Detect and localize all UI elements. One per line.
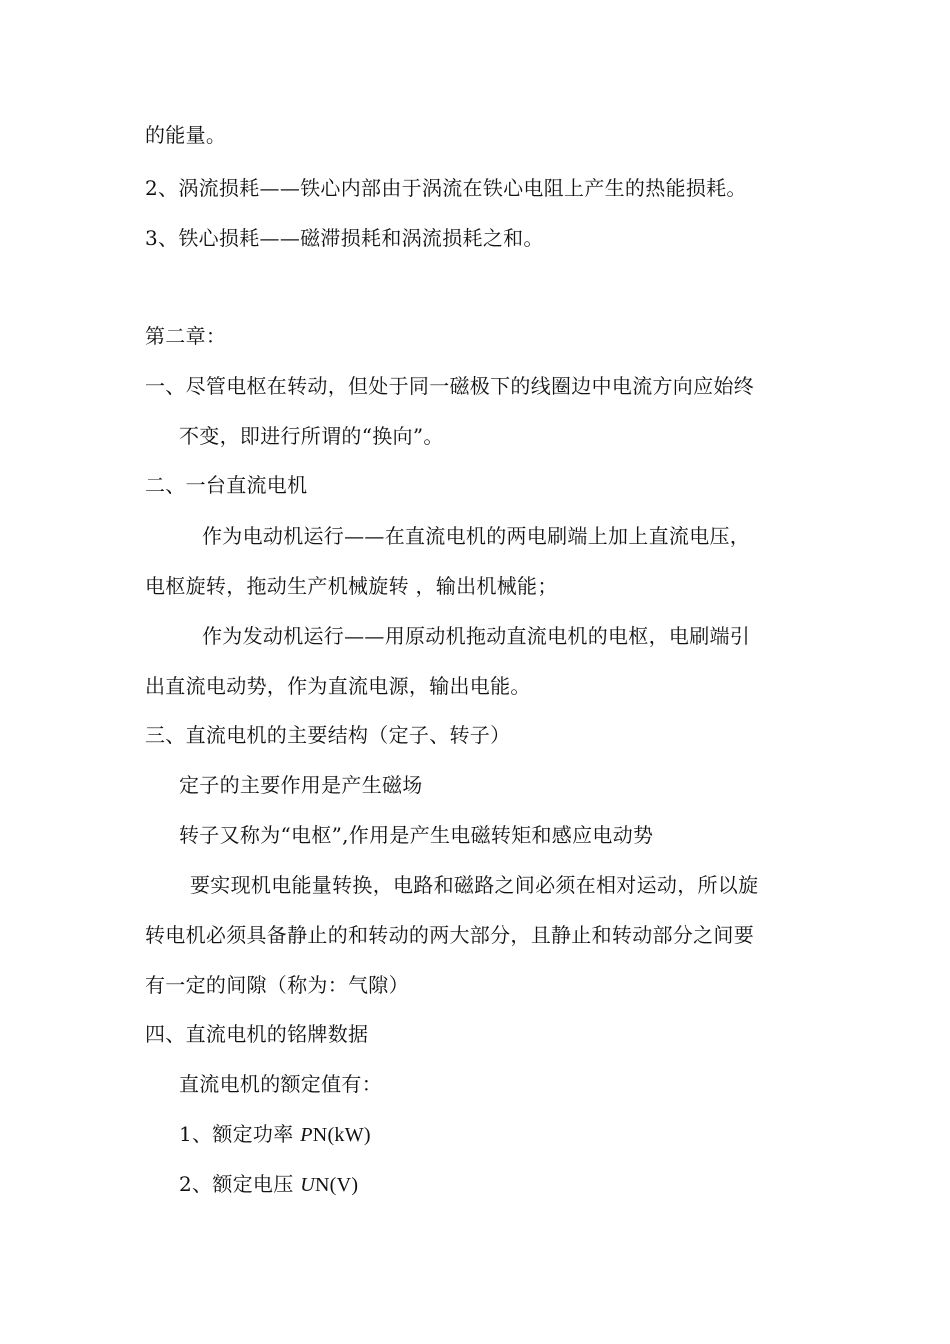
- section-heading: 四、直流电机的铭牌数据: [145, 1022, 369, 1046]
- section-heading: 二、一台直流电机: [145, 473, 308, 497]
- text-line: 定子的主要作用是产生磁场: [179, 773, 423, 797]
- text-line: 电枢旋转，拖动生产机械旋转 ，输出机械能；: [145, 574, 558, 598]
- text-line: 出直流电动势，作为直流电源，输出电能。: [145, 674, 531, 698]
- chapter-heading: 第二章：: [145, 324, 227, 348]
- section-heading: 三、直流电机的主要结构（定子、转子）: [145, 723, 511, 747]
- text-line: 有一定的间隙（称为：气隙）: [145, 973, 409, 997]
- rated-item-unit: N(V): [314, 1174, 359, 1196]
- text-line: 要实现机电能量转换，电路和磁路之间必须在相对运动，所以旋: [190, 873, 759, 897]
- text-line: 转子又称为“电枢”,作用是产生电磁转矩和感应电动势: [179, 823, 654, 847]
- rated-item: [179, 1121, 371, 1148]
- rated-item-prefix: 2、额定电压: [179, 1172, 301, 1196]
- rated-item: [179, 1171, 358, 1198]
- text-line: 一、尽管电枢在转动，但处于同一磁极下的线圈边中电流方向应始终: [145, 374, 754, 398]
- text-line: 转电机必须具备静止的和转动的两大部分，且静止和转动部分之间要: [145, 923, 754, 947]
- rated-item-prefix: 1、额定功率: [179, 1122, 301, 1146]
- rated-item-unit: N(kW): [312, 1124, 371, 1146]
- text-line: 直流电机的额定值有：: [179, 1072, 382, 1096]
- rated-item-variable: P: [300, 1124, 313, 1146]
- text-line: 不变，即进行所谓的“换向”。: [179, 424, 444, 448]
- text-line: 2、涡流损耗——铁心内部由于涡流在铁心电阻上产生的热能损耗。: [145, 176, 747, 200]
- text-line: 作为电动机运行——在直流电机的两电刷端上加上直流电压，: [202, 524, 751, 548]
- rated-item-variable: U: [300, 1174, 315, 1196]
- text-line: 的能量。: [145, 123, 227, 147]
- text-line: 3、铁心损耗——磁滞损耗和涡流损耗之和。: [145, 226, 544, 250]
- text-line: 作为发动机运行——用原动机拖动直流电机的电枢，电刷端引: [202, 624, 751, 648]
